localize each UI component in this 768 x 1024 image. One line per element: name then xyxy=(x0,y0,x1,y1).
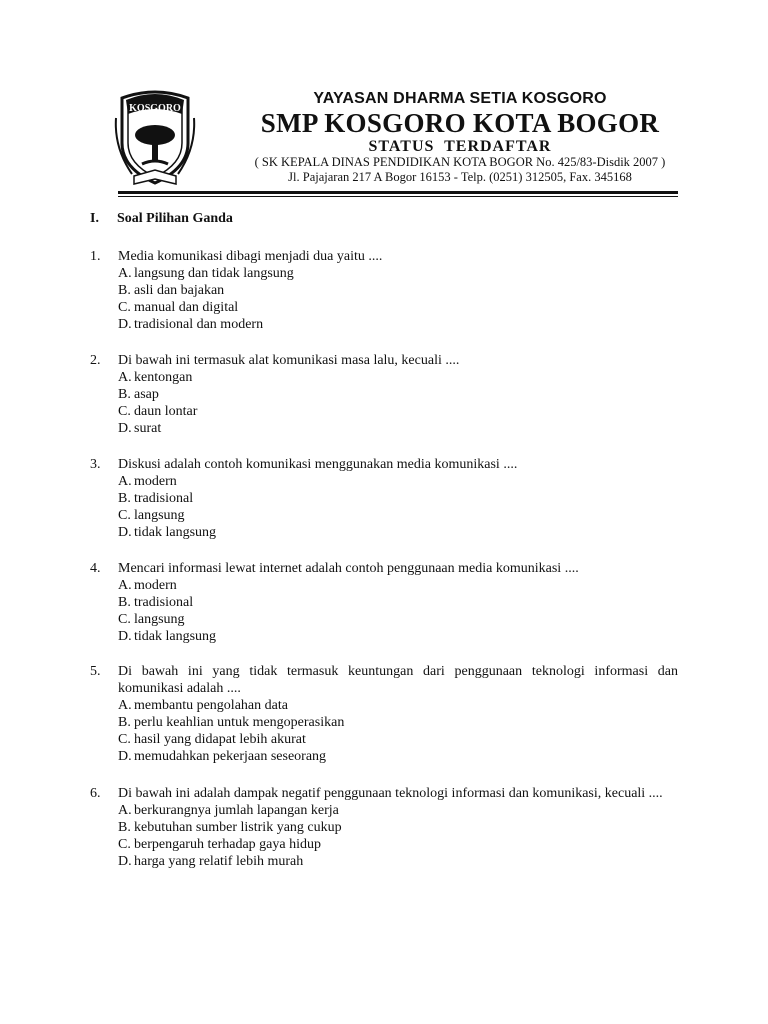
answer-option xyxy=(118,524,678,541)
question-number: 2. xyxy=(90,353,101,368)
option-letter: D. xyxy=(118,749,132,764)
option-letter: D. xyxy=(118,317,132,332)
question-text: Di bawah ini adalah dampak negatif penggunaan teknologi informasi dan komunikasi, kecuali .... xyxy=(118,786,663,801)
option-letter: A. xyxy=(118,370,132,385)
option-text: surat xyxy=(134,421,162,436)
header-divider-thick xyxy=(118,191,678,194)
option-text: perlu keahlian untuk mengoperasikan xyxy=(134,715,345,730)
question-item xyxy=(90,456,678,541)
foundation-name: YAYASAN DHARMA SETIA KOSGORO xyxy=(313,90,607,107)
option-letter: D. xyxy=(118,854,132,869)
option-text: daun lontar xyxy=(134,404,198,419)
option-letter: D. xyxy=(118,629,132,644)
question-number: 5. xyxy=(90,664,101,679)
answer-option xyxy=(118,731,678,748)
option-text: langsung dan tidak langsung xyxy=(134,266,294,281)
answer-option xyxy=(118,265,678,282)
option-letter: C. xyxy=(118,404,131,419)
option-letter: B. xyxy=(118,283,131,298)
school-name: SMP KOSGORO KOTA BOGOR xyxy=(260,108,660,138)
answer-option xyxy=(118,748,678,765)
option-text: tradisional xyxy=(134,491,194,506)
option-letter: C. xyxy=(118,508,131,523)
option-text: tradisional dan modern xyxy=(134,317,264,332)
section-number: I. xyxy=(90,211,99,226)
option-letter: C. xyxy=(118,300,131,315)
question-item xyxy=(90,663,678,765)
option-text: tidak langsung xyxy=(134,525,217,540)
question-item xyxy=(90,248,678,333)
option-text: langsung xyxy=(134,612,185,627)
question-number: 1. xyxy=(90,249,101,264)
answer-option xyxy=(118,490,678,507)
question-number: 3. xyxy=(90,457,101,472)
option-text: manual dan digital xyxy=(134,300,239,315)
option-text: modern xyxy=(134,474,177,489)
kosgoro-logo-icon xyxy=(112,88,198,188)
option-text: berpengaruh terhadap gaya hidup xyxy=(134,837,321,852)
question-number: 6. xyxy=(90,786,101,801)
answer-option xyxy=(118,299,678,316)
option-letter: D. xyxy=(118,421,132,436)
option-text: modern xyxy=(134,578,177,593)
answer-option xyxy=(118,473,678,490)
option-text: tidak langsung xyxy=(134,629,217,644)
answer-option xyxy=(118,611,678,628)
question-item xyxy=(90,785,678,870)
answer-option xyxy=(118,577,678,594)
option-text: harga yang relatif lebih murah xyxy=(134,854,304,869)
option-letter: C. xyxy=(118,612,131,627)
option-letter: B. xyxy=(118,820,131,835)
answer-option xyxy=(118,819,678,836)
option-text: berkurangnya jumlah lapangan kerja xyxy=(134,803,339,818)
option-letter: A. xyxy=(118,266,132,281)
question-text: Mencari informasi lewat internet adalah contoh penggunaan media komunikasi .... xyxy=(118,561,579,576)
answer-option xyxy=(118,594,678,611)
question-number: 4. xyxy=(90,561,101,576)
option-text: asli dan bajakan xyxy=(134,283,225,298)
option-letter: A. xyxy=(118,698,132,713)
question-text: Di bawah ini yang tidak termasuk keuntungan dari penggunaan teknologi informasi dan komunikasi adalah .... xyxy=(118,664,678,696)
option-text: memudahkan pekerjaan seseorang xyxy=(134,749,327,764)
answer-option xyxy=(118,697,678,714)
question-text: Media komunikasi dibagi menjadi dua yaitu .... xyxy=(118,249,383,264)
option-text: langsung xyxy=(134,508,185,523)
option-text: kebutuhan sumber listrik yang cukup xyxy=(134,820,342,835)
section-title: Soal Pilihan Ganda xyxy=(117,211,233,226)
question-item xyxy=(90,560,678,645)
answer-option xyxy=(118,420,678,437)
question-text: Diskusi adalah contoh komunikasi menggunakan media komunikasi .... xyxy=(118,457,518,472)
option-letter: B. xyxy=(118,595,131,610)
svg-text:KOSGORO: KOSGORO xyxy=(129,103,181,114)
answer-option xyxy=(118,836,678,853)
section-heading xyxy=(90,211,233,227)
option-letter: A. xyxy=(118,474,132,489)
answer-option xyxy=(118,369,678,386)
answer-option xyxy=(118,282,678,299)
answer-option xyxy=(118,507,678,524)
option-letter: B. xyxy=(118,715,131,730)
answer-option xyxy=(118,714,678,731)
question-item xyxy=(90,352,678,437)
option-letter: A. xyxy=(118,578,132,593)
option-letter: B. xyxy=(118,387,131,402)
answer-option xyxy=(118,403,678,420)
option-text: asap xyxy=(134,387,159,402)
header-divider-thin xyxy=(118,196,678,197)
answer-option xyxy=(118,853,678,870)
answer-option xyxy=(118,628,678,645)
option-letter: C. xyxy=(118,837,131,852)
address-line: Jl. Pajajaran 217 A Bogor 16153 - Telp. (0251) 312505, Fax. 345168 xyxy=(288,170,632,184)
question-text: Di bawah ini termasuk alat komunikasi masa lalu, kecuali .... xyxy=(118,353,460,368)
option-text: membantu pengolahan data xyxy=(134,698,288,713)
option-letter: C. xyxy=(118,732,131,747)
option-letter: A. xyxy=(118,803,132,818)
option-letter: D. xyxy=(118,525,132,540)
option-text: tradisional xyxy=(134,595,194,610)
answer-option xyxy=(118,802,678,819)
answer-option xyxy=(118,386,678,403)
option-text: kentongan xyxy=(134,370,193,385)
decree-line: ( SK KEPALA DINAS PENDIDIKAN KOTA BOGOR No. 425/83-Disdik 2007 ) xyxy=(254,155,666,169)
option-letter: B. xyxy=(118,491,131,506)
option-text: hasil yang didapat lebih akurat xyxy=(134,732,306,747)
answer-option xyxy=(118,316,678,333)
school-status: STATUS TERDAFTAR xyxy=(368,138,552,155)
